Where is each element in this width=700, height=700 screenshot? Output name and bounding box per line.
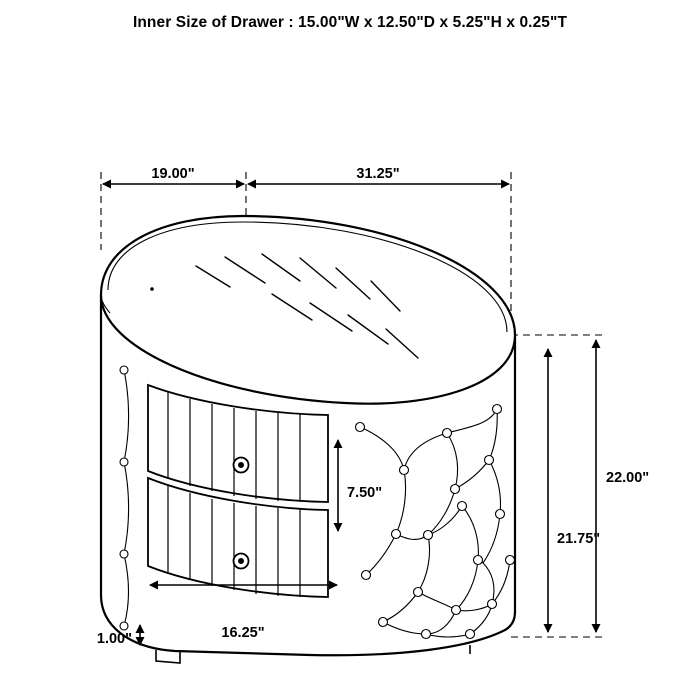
label-2175: 21.75" <box>557 531 601 547</box>
tufting-pattern-left <box>120 366 129 630</box>
knob-lower <box>234 554 249 569</box>
cabinet-body <box>101 216 515 655</box>
label-750: 7.50" <box>347 485 383 501</box>
label-1625: 16.25" <box>221 625 265 641</box>
tufting-pattern-right <box>356 405 515 639</box>
drawer-groove-lines <box>168 392 300 597</box>
drawer-upper <box>148 385 328 502</box>
drawer-lower <box>148 478 328 597</box>
drawer-knobs <box>234 458 249 569</box>
label-3125: 31.25" <box>356 166 400 182</box>
label-100: 1.00" <box>96 631 132 647</box>
label-19: 19.00" <box>151 166 195 182</box>
top-surface <box>101 216 515 404</box>
page-title: Inner Size of Drawer : 15.00"W x 12.50"D x 5.25"H x 0.25"T <box>132 14 568 31</box>
label-2200: 22.00" <box>606 470 650 486</box>
knob-upper <box>234 458 249 473</box>
